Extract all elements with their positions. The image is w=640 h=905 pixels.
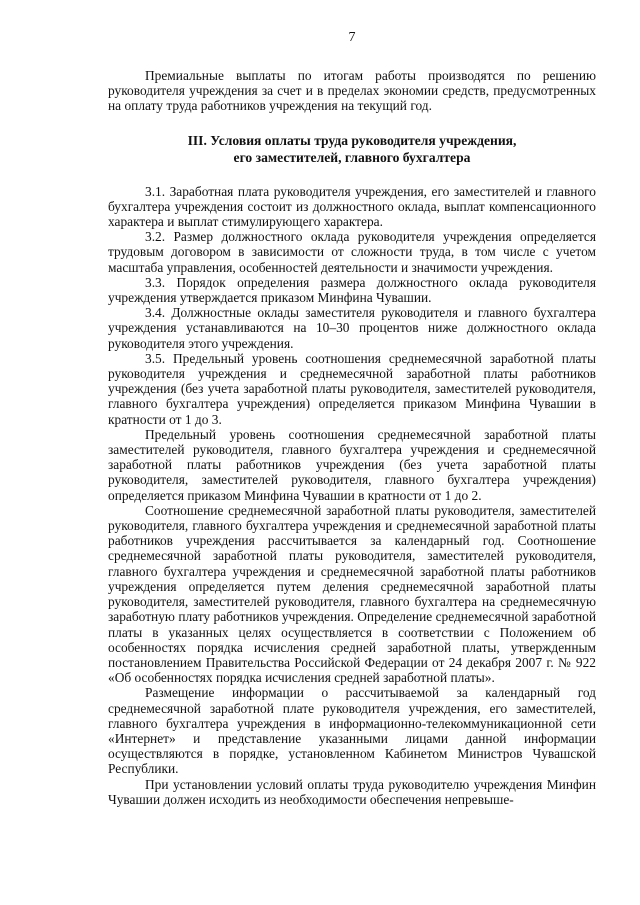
section-heading [108,132,596,166]
paragraph-3-4: 3.4. Должностные оклады заместителя руководителя и главного бухгалтера учреждения устанавливаются на 10–30 процентов ниже должностного оклада руководителя этого учреждения. [108,305,596,351]
section-heading-line-2: его заместителей, главного бухгалтера [233,149,471,165]
paragraph-conditions: При установлении условий оплаты труда руководителю учреждения Минфин Чувашии должен исходить из необходимости обеспечения непревыше- [108,776,596,807]
paragraph-3-1: 3.1. Заработная плата руководителя учреждения, его заместителей и главного бухгалтера учреждения состоит из должностного оклада, выплат компенсационного характера и выплат стимулирующего характера. [108,183,596,230]
paragraph-3-2: 3.2. Размер должностного оклада руководителя учреждения определяется трудовым договором в зависимости от сложности труда, в том числе с учетом масштаба управления, особенностей деятельности и значимости учреждения. [108,229,596,275]
intro-paragraph: Премиальные выплаты по итогам работы производятся по решению руководителя учреждения за счет и в пределах экономии средств, предусмотренных на оплату труда работников учреждения на текущий год. [108,68,596,114]
section-heading-line-1: III. Условия оплаты труда руководителя учреждения, [187,132,517,148]
page-number: 7 [348,30,356,45]
paragraph-3-5: 3.5. Предельный уровень соотношения среднемесячной заработной платы руководителя учреждения и среднемесячной заработной платы работников учреждения (без учета заработной платы руководителя, заместителей руководителя, главного бухгалтера учреждения) определяется приказом Минфина Чувашии в кратности от 1 до 3. [108,350,596,427]
paragraph-information-publication: Размещение информации о рассчитываемой за календарный год среднемесячной заработной плате руководителя учреждения, его заместителей, главного бухгалтера учреждения в информационно-телекоммуникационной сети «Интернет» и представление указанными лицами данной информации осуществляются в порядке, установленном Кабинетом Министров Чувашской Республики. [108,685,596,777]
paragraph-3-3: 3.3. Порядок определения размера должностного оклада руководителя учреждения утверждается приказом Минфина Чувашии. [108,274,596,306]
paragraph-deputies-ratio: Предельный уровень соотношения среднемесячной заработной платы заместителей руководителя, главного бухгалтера учреждения и среднемесячной заработной платы работников учреждения (без учета заработной платы руководителя, заместителей руководителя, главного бухгалтера учреждения) определяется приказом Минфина Чувашии в кратности от 1 до 2. [108,426,596,503]
paragraph-ratio-calculation: Соотношение среднемесячной заработной платы руководителя, заместителей руководителя, главного бухгалтера учреждения и среднемесячной заработной платы работников учреждения рассчитывается за календарный год. Соотношение среднемесячной заработной платы руководителя, заместителей руководителя, главного бухгалтера учреждения и среднемесячной заработной платы работников учреждения определяется путем деления среднемесячной заработной платы руководителя, заместителей руководителя, главного бухгалтера на среднемесячную заработную плату работников учреждения. Определение среднемесячной заработной платы в указанных целях осуществляется в соответствии с Положением об особенностях порядка исчисления средней заработной платы, утвержденным постановлением Правительства Российской Федерации от 24 декабря 2007 г. № 922 «Об особенностях порядка исчисления средней заработной платы». [108,502,596,686]
